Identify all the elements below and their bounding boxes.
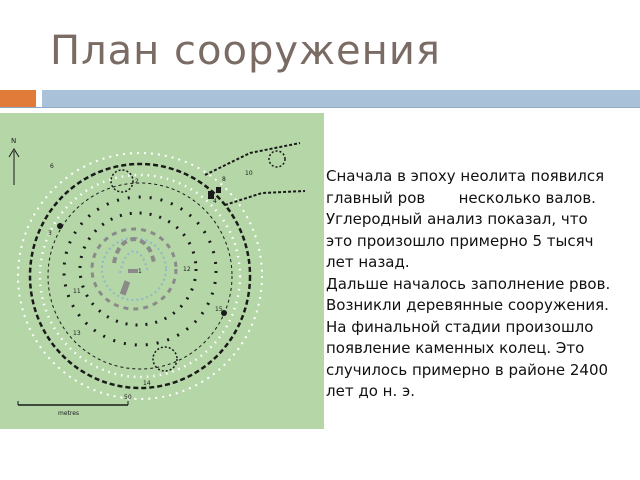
body-line: Дальше началось заполнение рвов. (326, 274, 611, 293)
plan-number-8: 8 (222, 176, 226, 183)
scale-end: 50 (124, 394, 132, 401)
body-line: случилось примерно в районе 2400 (326, 360, 609, 379)
slaughter-stone (216, 187, 221, 193)
plan-number-2: 2 (135, 178, 139, 185)
plan-number-11: 11 (73, 288, 81, 295)
altar-stone (128, 269, 138, 273)
north-label: N (11, 137, 17, 145)
body-line: главный ров несколько валов. (326, 188, 596, 207)
title-divider (0, 107, 640, 108)
body-line: лет до н. э. (326, 382, 415, 400)
slide-body-text (326, 166, 638, 403)
stonehenge-plan-image (0, 113, 324, 429)
plan-number-3: 3 (48, 230, 52, 237)
body-line: лет назад. (326, 253, 410, 271)
plan-number-1: 1 (138, 268, 142, 275)
body-line: Возникли деревянные сооружения. (326, 296, 609, 314)
body-line: это произошло примерно 5 тысяч (326, 231, 594, 250)
plan-number-10: 10 (245, 170, 253, 177)
title-accent-blue-bar (42, 90, 640, 107)
title-accent-orange-bar (0, 90, 36, 107)
body-line: На финальной стадии произошло (326, 317, 594, 336)
slide-title: План сооружения (50, 28, 441, 74)
body-line: появление каменных колец. Это (326, 339, 585, 357)
plan-number-13: 13 (73, 330, 81, 337)
plan-number-4: 4 (213, 198, 217, 205)
body-line: Сначала в эпоху неолита появился (326, 167, 605, 185)
station-stone-west (57, 223, 63, 229)
plan-number-12: 12 (183, 266, 191, 273)
plan-number-6: 6 (50, 163, 54, 170)
plan-number-14: 14 (143, 380, 151, 387)
body-line: Углеродный анализ показал, что (326, 210, 588, 228)
scale-label: metres (58, 410, 80, 417)
plan-number-15: 15 (215, 306, 223, 313)
